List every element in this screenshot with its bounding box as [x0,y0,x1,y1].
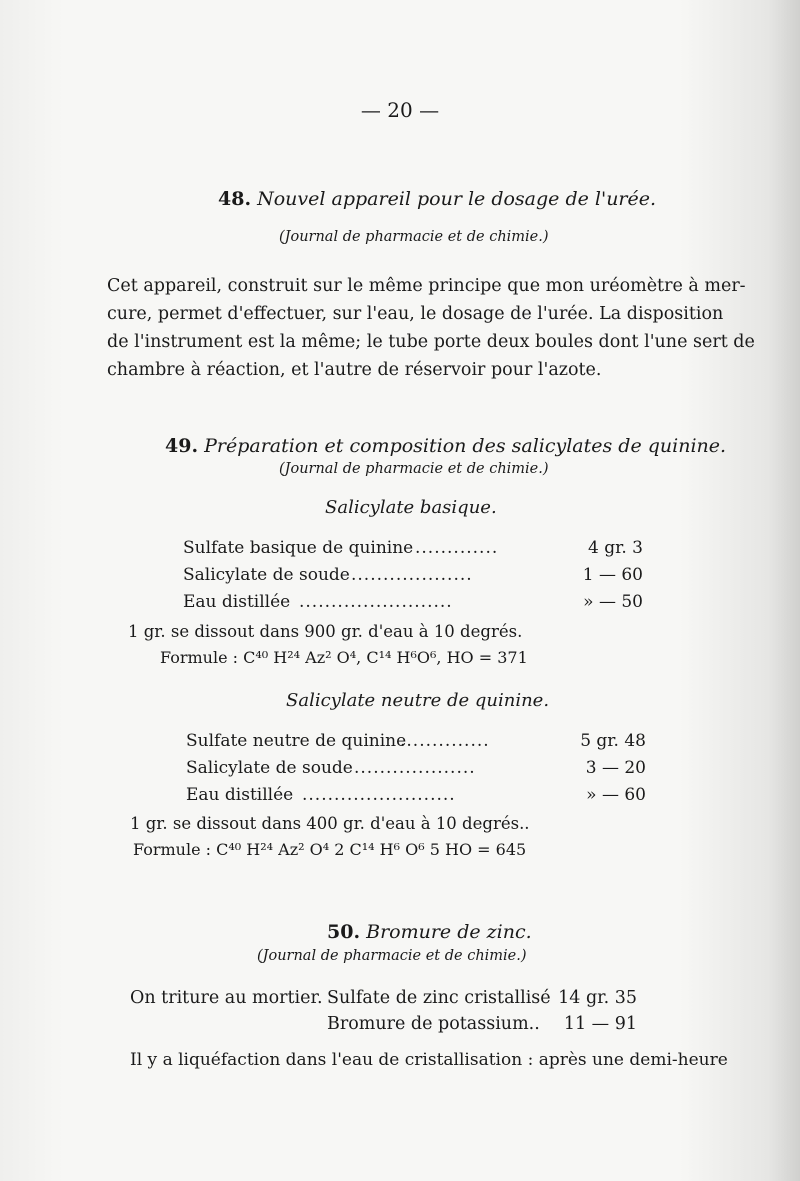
paragraph-line: de l'instrument est la même; le tube porte deux boules dont l'une sert de [107,332,755,352]
recipe-row [186,785,646,809]
ingredient-name: Sulfate de zinc cristallisé [327,988,551,1008]
recipe-row [186,758,646,782]
ingredient-amount: 1 — 60 [582,565,643,585]
leader-dots: ................... [351,565,473,585]
section-49-heading [165,435,726,457]
recipe-row [183,538,643,562]
section-49-source: (Journal de pharmacie et de chimie.) [279,461,549,477]
section-49-number: 49. [165,435,199,457]
ingredient-name: Bromure de potassium.. [327,1014,540,1034]
ingredient-amount: 4 gr. 3 [588,538,643,558]
section-48-source: (Journal de pharmacie et de chimie.) [279,229,549,245]
ingredient-amount: 14 gr. 35 [558,988,637,1008]
section-50-source: (Journal de pharmacie et de chimie.) [257,948,527,964]
ingredient-name: Salicylate de soude [183,565,350,585]
section-48-heading [218,188,656,210]
ingredient-amount: » — 50 [583,592,643,612]
recipe-row [327,1014,637,1038]
ingredient-name: Salicylate de soude [186,758,353,778]
section-50-heading [327,921,532,943]
paragraph-line: Cet appareil, construit sur le même principe que mon uréomètre à mer- [107,276,746,296]
section-50-prefix: On triture au mortier. [130,988,323,1008]
basic-solubility-note: 1 gr. se dissout dans 900 gr. d'eau à 10 degrés. [128,622,523,641]
section-49-title: Préparation et composition des salicylates de quinine. [204,435,727,457]
section-48-paragraph [107,272,755,384]
section-50-number: 50. [327,921,361,943]
neutral-formula: Formule : C⁴⁰ H²⁴ Az² O⁴ 2 C¹⁴ H⁶ O⁶ 5 HO = 645 [133,840,527,859]
neutral-salicylate-recipe [186,731,646,811]
ingredient-amount: 11 — 91 [563,1014,637,1034]
section-50-title: Bromure de zinc. [366,921,532,943]
paragraph-line: cure, permet d'effectuer, sur l'eau, le dosage de l'urée. La disposition [107,304,724,324]
section-48-number: 48. [218,188,252,210]
neutral-salicylate-subtitle: Salicylate neutre de quinine. [286,690,550,711]
ingredient-name: Sulfate neutre de quinine [186,731,407,751]
basic-salicylate-recipe [183,538,643,618]
zinc-bromide-recipe [327,988,637,1044]
ingredient-amount: » — 60 [586,785,646,805]
paragraph-line: chambre à réaction, et l'autre de réservoir pour l'azote. [107,360,602,380]
neutral-solubility-note: 1 gr. se dissout dans 400 gr. d'eau à 10 degrés.. [130,814,530,833]
ingredient-amount: 5 gr. 48 [580,731,646,751]
leader-dots: ........................ [302,785,456,805]
ingredient-amount: 3 — 20 [585,758,646,778]
leader-dots: ........................ [299,592,453,612]
leader-dots: ............. [415,538,499,558]
recipe-row [183,565,643,589]
section-48-title: Nouvel appareil pour le dosage de l'urée. [257,188,657,210]
recipe-row [183,592,643,616]
section-50-closing-line: Il y a liquéfaction dans l'eau de cristallisation : après une demi-heure [130,1050,728,1070]
ingredient-name: Eau distillée [183,592,291,612]
leader-dots: ................... [354,758,476,778]
basic-formula: Formule : C⁴⁰ H²⁴ Az² O⁴, C¹⁴ H⁶O⁶, HO = 371 [160,648,528,667]
page-number: — 20 — [360,98,440,122]
basic-salicylate-subtitle: Salicylate basique. [325,497,497,518]
recipe-row [186,731,646,755]
ingredient-name: Eau distillée [186,785,294,805]
recipe-row [327,988,637,1012]
ingredient-name: Sulfate basique de quinine [183,538,414,558]
leader-dots: .............. [400,731,490,751]
